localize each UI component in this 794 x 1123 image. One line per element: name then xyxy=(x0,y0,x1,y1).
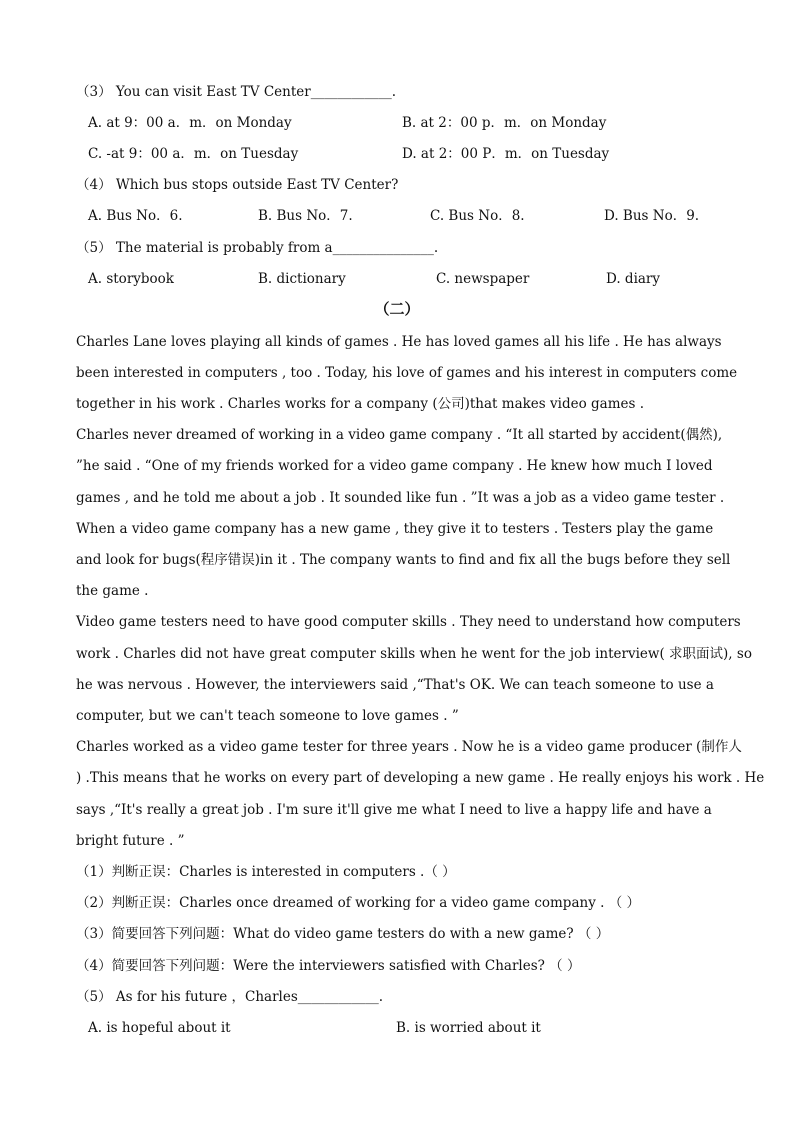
passage-line: Video game testers need to have good computer skills . They need to understand how computers xyxy=(76,614,741,630)
passage-line: games , and he told me about a job . It sounded like fun . ”It was a job as a video game tester . xyxy=(76,490,725,506)
q3-option-b: B. at 2：00 p．m．on Monday xyxy=(402,115,607,131)
passage-line: Charles Lane loves playing all kinds of games . He has loved games all his life . He has always xyxy=(76,334,722,350)
passage-line: been interested in computers , too . Today, his love of games and his interest in computers come xyxy=(76,365,738,381)
passage-line: When a video game company has a new game , they give it to testers . Testers play the game xyxy=(76,521,714,537)
passage-line: ) .This means that he works on every part of developing a new game . He really enjoys his work . He xyxy=(76,770,765,786)
q3-option-d: D. at 2：00 P．m．on Tuesday xyxy=(402,146,610,162)
q5-option-a: A. storybook xyxy=(88,271,174,287)
passage-line: and look for bugs(程序错误)in it . The company wants to find and fix all the bugs before they sell xyxy=(76,552,731,568)
section-title: （二） xyxy=(374,300,420,318)
question2-2: （2）判断正误：Charles once dreamed of working for a video game company . （ ） xyxy=(76,895,640,911)
q4-option-c: C. Bus No．8. xyxy=(430,208,525,224)
q4-option-b: B. Bus No．7. xyxy=(258,208,353,224)
passage-line: he was nervous . However, the interviewers said ,“That's OK. We can teach someone to use a xyxy=(76,677,714,693)
question-5-stem: （5） The material is probably from a_______________. xyxy=(76,240,439,256)
question2-4: （4）简要回答下列问题：Were the interviewers satisfied with Charles? （ ） xyxy=(76,958,581,974)
passage-line: Charles never dreamed of working in a video game company . “It all started by accident(偶然), xyxy=(76,427,723,443)
q2-5-option-a: A. is hopeful about it xyxy=(88,1020,231,1036)
question2-5: （5） As for his future ，Charles____________. xyxy=(76,989,384,1005)
question-3-stem: （3） You can visit East TV Center____________. xyxy=(76,84,396,100)
q5-option-b: B. dictionary xyxy=(258,271,346,287)
q4-option-a: A. Bus No．6. xyxy=(88,208,183,224)
question2-3: （3）简要回答下列问题：What do video game testers do with a new game? （ ） xyxy=(76,926,610,942)
q4-option-d: D. Bus No．9. xyxy=(604,208,700,224)
question2-1: （1）判断正误：Charles is interested in computers .（ ） xyxy=(76,864,456,880)
passage-line: work . Charles did not have great computer skills when he went for the job interview( 求职面试), so xyxy=(76,646,752,662)
q2-5-option-b: B. is worried about it xyxy=(396,1020,541,1036)
passage-line: the game . xyxy=(76,583,149,599)
q3-option-c: C. -at 9：00 a．m．on Tuesday xyxy=(88,146,299,162)
passage-line: bright future . ” xyxy=(76,833,185,849)
question-4-stem: （4） Which bus stops outside East TV Center? xyxy=(76,177,399,193)
passage-line: Charles worked as a video game tester for three years . Now he is a video game producer (制作人 xyxy=(76,739,742,755)
q5-option-d: D. diary xyxy=(606,271,661,287)
q3-option-a: A. at 9：00 a．m．on Monday xyxy=(88,115,292,131)
passage-line: computer, but we can't teach someone to love games . ” xyxy=(76,708,459,724)
q5-option-c: C. newspaper xyxy=(436,271,530,287)
passage-line: ”he said . “One of my friends worked for a video game company . He knew how much I loved xyxy=(76,458,713,474)
passage-line: says ,“It's really a great job . I'm sure it'll give me what I need to live a happy life and have a xyxy=(76,802,712,818)
passage-line: together in his work . Charles works for a company (公司)that makes video games . xyxy=(76,396,644,412)
